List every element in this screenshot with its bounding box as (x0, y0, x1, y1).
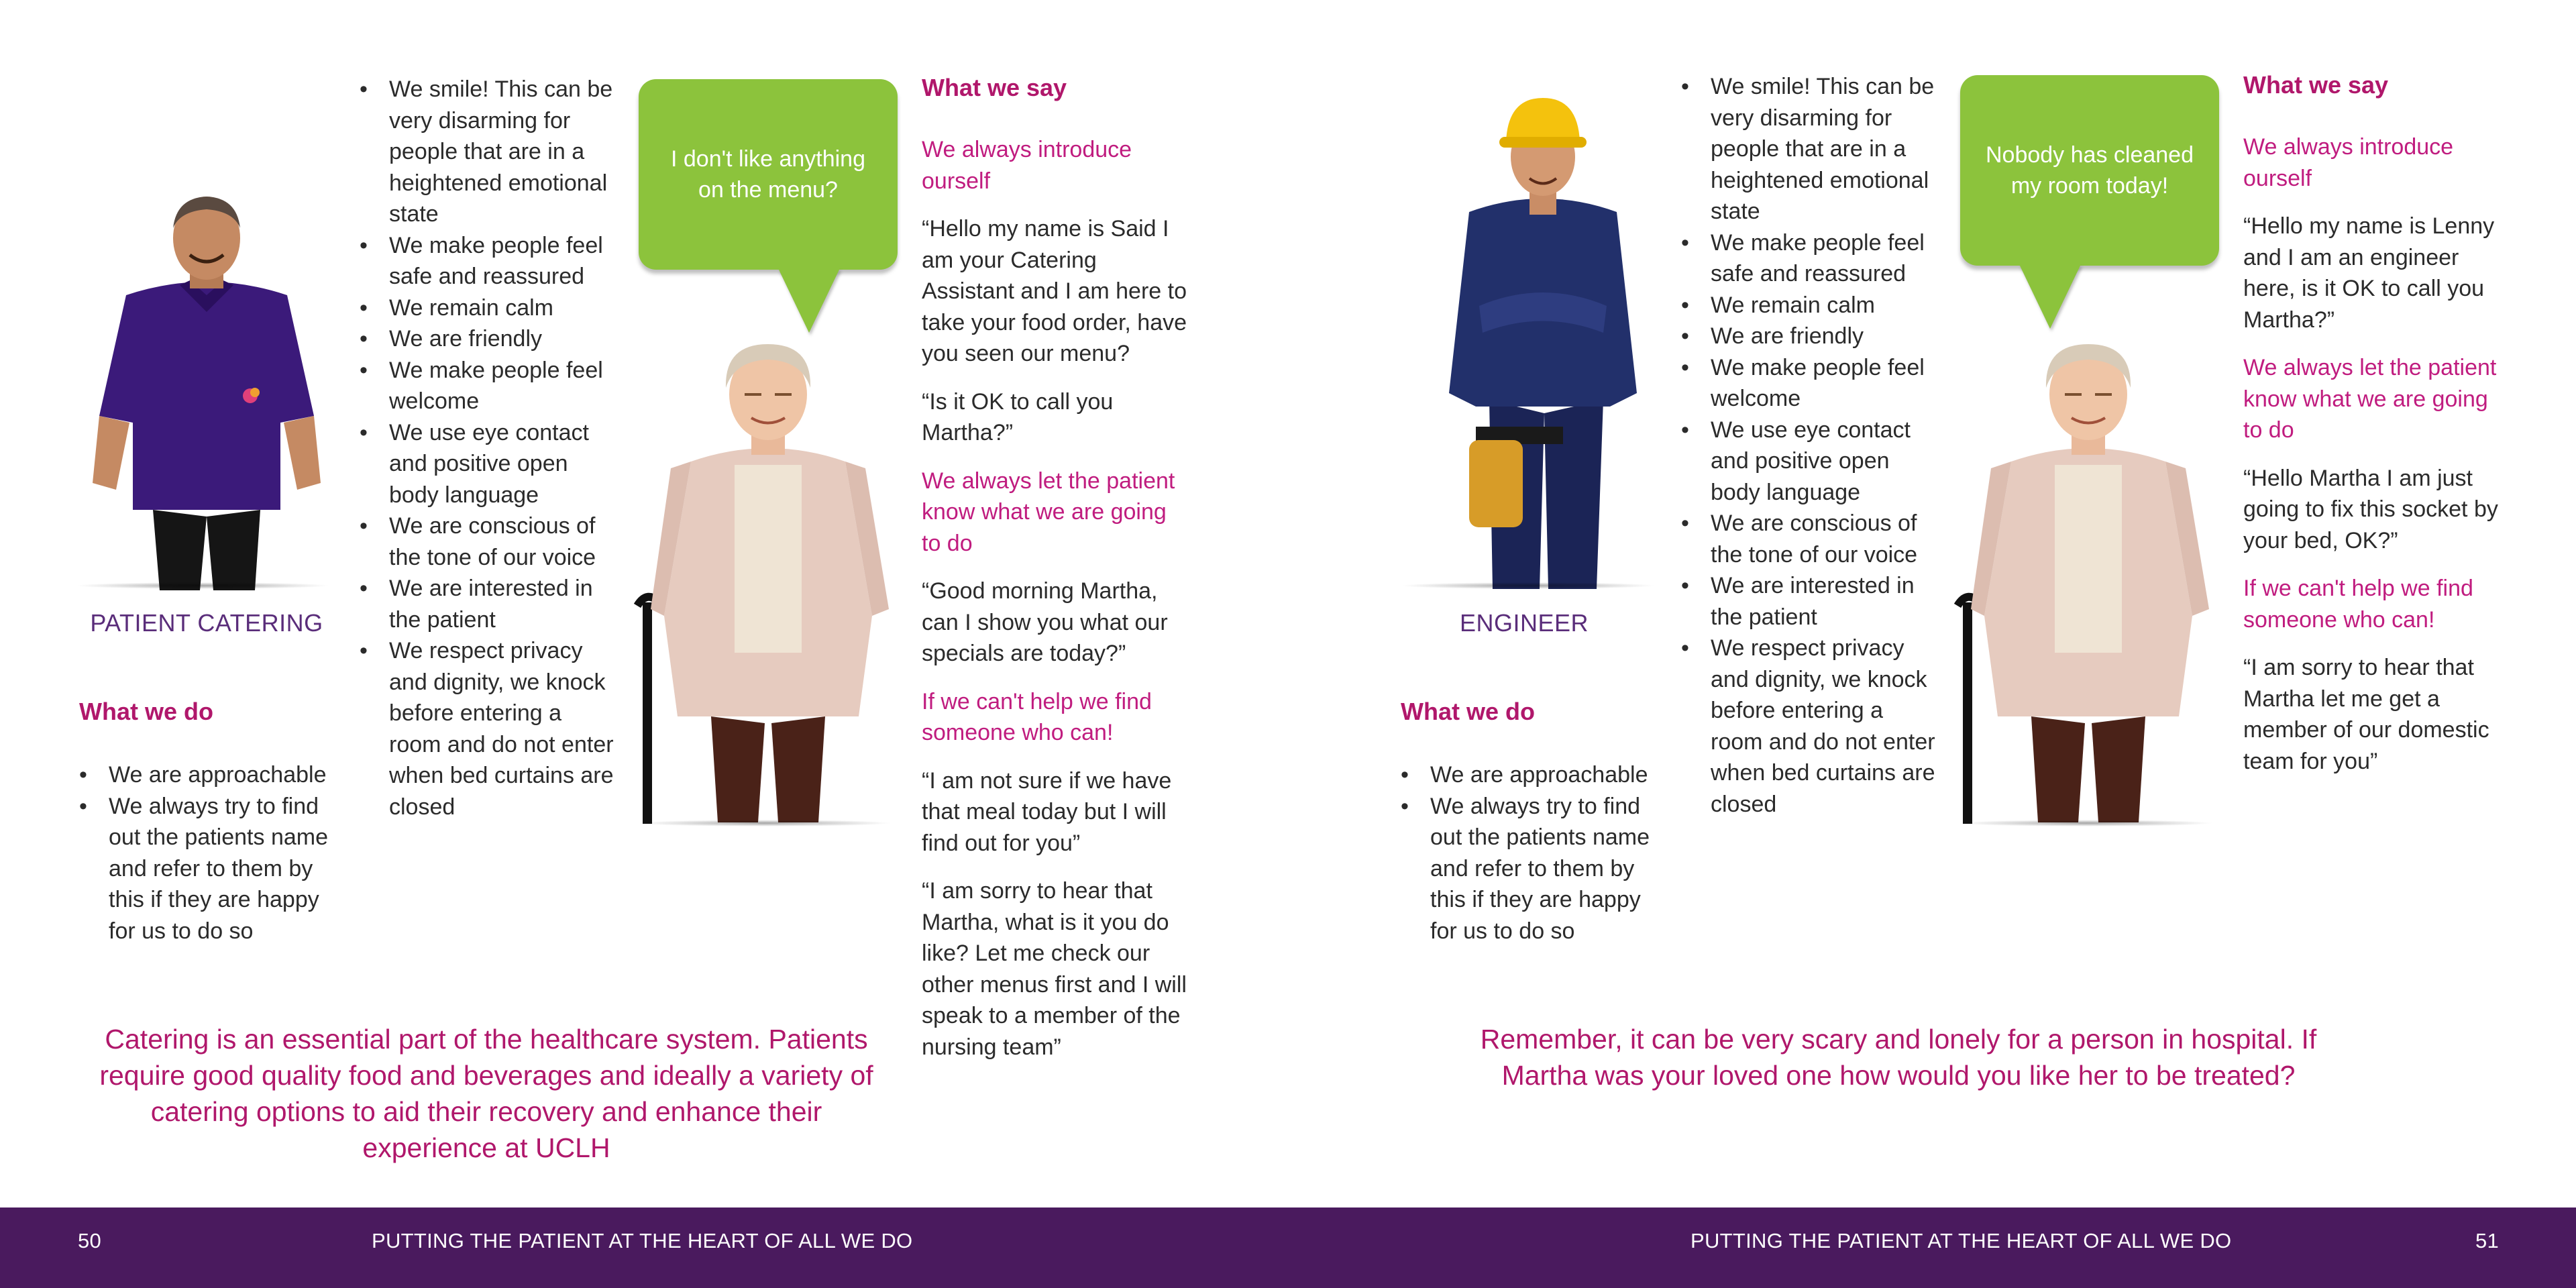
behaviours-list (1680, 71, 1939, 820)
list-item: • We are friendly (358, 323, 617, 355)
what-we-do-title: What we do (1401, 698, 1535, 725)
what-we-do-list (1399, 759, 1665, 947)
example-quote: “Good morning Martha, can I show you what our specials are today?” (922, 578, 1168, 666)
example-quote: “Hello Martha I am just going to fix this socket by your bed, OK?” (2243, 465, 2498, 553)
elderly-patient-photo (631, 341, 906, 824)
what-we-say-list (922, 134, 1190, 1079)
what-we-say-title: What we say (2243, 71, 2389, 99)
list-item: • We are approachable (1399, 759, 1665, 791)
what-we-do-title: What we do (79, 698, 213, 725)
footer-bar (0, 1208, 2576, 1288)
list-item: • We make people feel welcome (1680, 352, 1939, 415)
list-item: • We make people feel safe and reassured (1680, 227, 1939, 290)
guideline-text: We always introduce ourself (922, 137, 1132, 194)
what-we-do-list (78, 759, 343, 947)
catering-assistant-photo (79, 195, 334, 590)
example-quote: “Hello my name is Lenny and I am an engineer here, is it OK to call you Martha?” (2243, 213, 2495, 333)
what-we-say-title: What we say (922, 74, 1067, 101)
speech-bubble-tail (2019, 264, 2081, 329)
speech-bubble-tail (778, 268, 840, 333)
list-item: • We make people feel welcome (358, 355, 617, 417)
example-quote: “I am sorry to hear that Martha let me get a member of our domestic team for you” (2243, 655, 2489, 774)
guideline-text: If we can't help we find someone who can! (922, 688, 1152, 745)
guideline-text: We always let the patient know what we are going to do (2243, 355, 2497, 443)
list-item: • We remain calm (358, 292, 617, 324)
guideline-text: If we can't help we find someone who can! (2243, 576, 2473, 633)
right-page (1288, 0, 2576, 1208)
list-item: • We make people feel safe and reassured (358, 230, 617, 292)
list-item: • We are friendly (1680, 321, 1939, 352)
what-we-say-list (2243, 131, 2512, 794)
guideline-text: We always let the patient know what we are going to do (922, 468, 1175, 556)
role-label: PATIENT CATERING (90, 609, 323, 637)
list-item: • We respect privacy and dignity, we knock before entering a room and do not enter when bed curtains are closed (358, 635, 617, 822)
list-item: • We remain calm (1680, 290, 1939, 321)
example-quote: “Hello my name is Said I am your Catering Assistant and I am here to take your food order, have you seen our menu? (922, 216, 1187, 366)
figure-shadow (1401, 582, 1656, 589)
engineer-photo (1429, 78, 1657, 589)
figure-shadow (1959, 820, 2214, 826)
elderly-patient-photo (1951, 341, 2226, 824)
list-item: • We use eye contact and positive open body language (358, 417, 617, 511)
guideline-text: We always introduce ourself (2243, 134, 2454, 191)
list-item: • We smile! This can be very disarming for people that are in a heightened emotional state (1680, 71, 1939, 227)
behaviours-list (358, 74, 617, 822)
list-item: • We smile! This can be very disarming for people that are in a heightened emotional state (358, 74, 617, 230)
list-item: • We use eye contact and positive open body language (1680, 415, 1939, 508)
list-item: • We are interested in the patient (1680, 570, 1939, 633)
list-item: • We are approachable (78, 759, 343, 791)
left-page (0, 0, 1288, 1208)
list-item: • We are interested in the patient (358, 573, 617, 635)
running-title-right: PUTTING THE PATIENT AT THE HEART OF ALL WE DO (1690, 1229, 2232, 1252)
list-item: • We respect privacy and dignity, we knock before entering a room and do not enter when bed curtains are closed (1680, 633, 1939, 820)
page-number-left: 50 (78, 1229, 102, 1252)
running-title-left: PUTTING THE PATIENT AT THE HEART OF ALL WE DO (372, 1229, 913, 1252)
figure-shadow (75, 582, 330, 589)
list-item: • We always try to find out the patients name and refer to them by this if they are happy for us to do so (78, 791, 343, 947)
figure-shadow (637, 820, 892, 826)
role-label: ENGINEER (1459, 609, 1589, 637)
speech-bubble: Nobody has cleaned my room today! (1960, 75, 2219, 266)
closing-statement: Catering is an essential part of the healthcare system. Patients require good quality food and beverages and ideally a variety of catering options to aid their recovery and enhance their experience at UCLH (99, 1024, 873, 1163)
page-number-right: 51 (2475, 1229, 2500, 1252)
closing-statement: Remember, it can be very scary and lonely for a person in hospital. If Martha was your loved one how would you like her to be treated? (1480, 1024, 2317, 1091)
list-item: • We always try to find out the patients name and refer to them by this if they are happy for us to do so (1399, 791, 1665, 947)
list-item: • We are conscious of the tone of our voice (358, 511, 617, 573)
example-quote: “I am not sure if we have that meal today but I will find out for you” (922, 767, 1172, 856)
list-item: • We are conscious of the tone of our voice (1680, 508, 1939, 570)
example-quote: “Is it OK to call you Martha?” (922, 388, 1114, 445)
speech-bubble: I don't like anything on the menu? (639, 79, 898, 270)
example-quote: “I am sorry to hear that Martha, what is it you do like? Let me check our other menus first and I will speak to a member of the nursing team” (922, 878, 1187, 1060)
